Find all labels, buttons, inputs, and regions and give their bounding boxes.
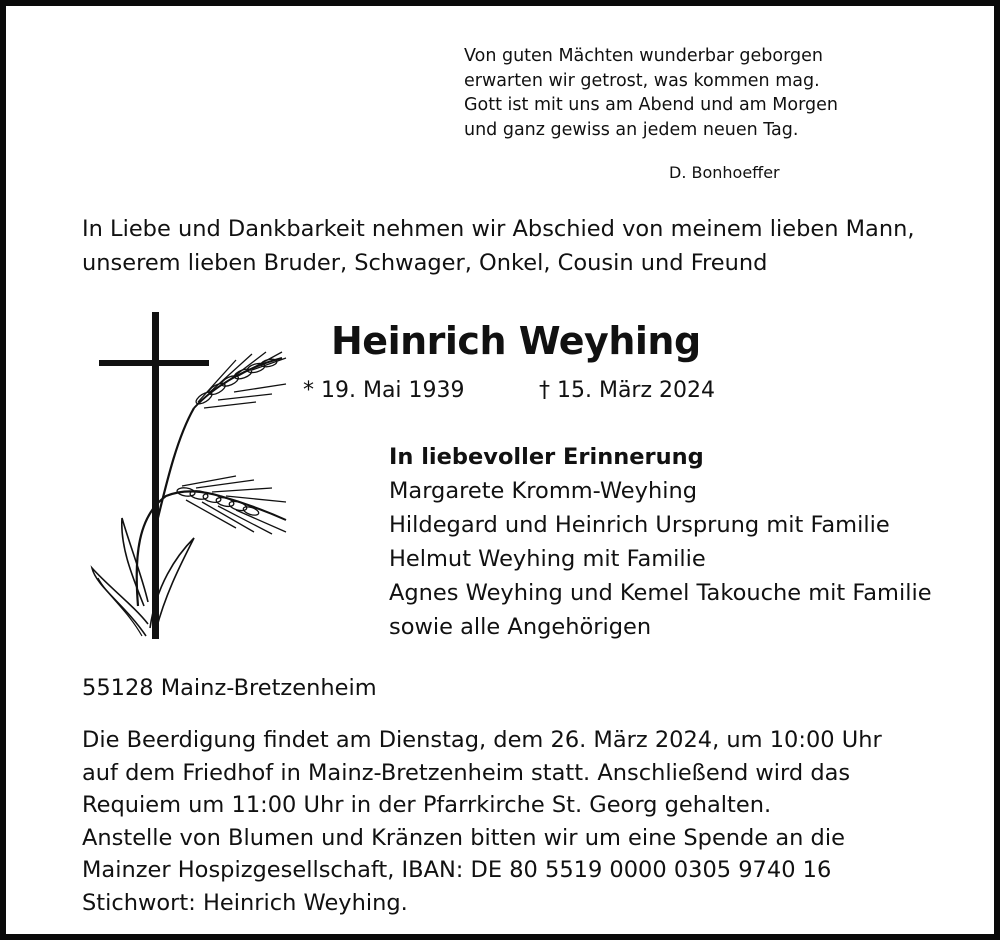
quote-line: erwarten wir getrost, was kommen mag. (464, 70, 820, 91)
deceased-name: Heinrich Weyhing (331, 319, 701, 363)
funeral-line: Stichwort: Heinrich Weyhing. (82, 889, 408, 916)
funeral-line: Die Beerdigung findet am Dienstag, dem 26. März 2024, um 10:00 Uhr (82, 727, 882, 753)
bonhoeffer-quote (464, 44, 838, 142)
mourner-name: Agnes Weyhing und Kemel Takouche mit Familie (389, 580, 932, 606)
mourner-name: Hildegard und Heinrich Ursprung mit Familie (389, 512, 890, 538)
quote-author: D. Bonhoeffer (669, 163, 780, 182)
mourner-name: Helmut Weyhing mit Familie (389, 546, 706, 572)
mourners-heading: In liebevoller Erinnerung (389, 444, 704, 470)
cross-with-wheat-icon (86, 306, 296, 646)
birth-date: * 19. Mai 1939 (303, 378, 465, 403)
intro-text (82, 212, 915, 280)
mourner-name: sowie alle Angehörigen (389, 614, 652, 640)
quote-line: Von guten Mächten wunderbar geborgen (464, 46, 823, 66)
intro-line: unserem lieben Bruder, Schwager, Onkel, Cousin und Freund (82, 250, 768, 276)
funeral-details (82, 724, 882, 919)
quote-line: und ganz gewiss an jedem neuen Tag. (464, 119, 799, 140)
intro-line: In Liebe und Dankbarkeit nehmen wir Abschied von meinem lieben Mann, (82, 216, 915, 242)
family-location: 55128 Mainz-Bretzenheim (82, 675, 377, 701)
funeral-line: auf dem Friedhof in Mainz-Bretzenheim statt. Anschließend wird das (82, 759, 851, 786)
funeral-line: Requiem um 11:00 Uhr in der Pfarrkirche St. Georg gehalten. (82, 792, 772, 818)
death-date: † 15. März 2024 (539, 378, 716, 403)
mourners-list (389, 440, 932, 644)
quote-line: Gott ist mit uns am Abend und am Morgen (464, 95, 838, 115)
funeral-line: Anstelle von Blumen und Kränzen bitten wir um eine Spende an die (82, 824, 845, 851)
funeral-line: Mainzer Hospizgesellschaft, IBAN: DE 80 5519 0000 0305 9740 16 (82, 857, 832, 883)
mourner-name: Margarete Kromm-Weyhing (389, 478, 698, 504)
